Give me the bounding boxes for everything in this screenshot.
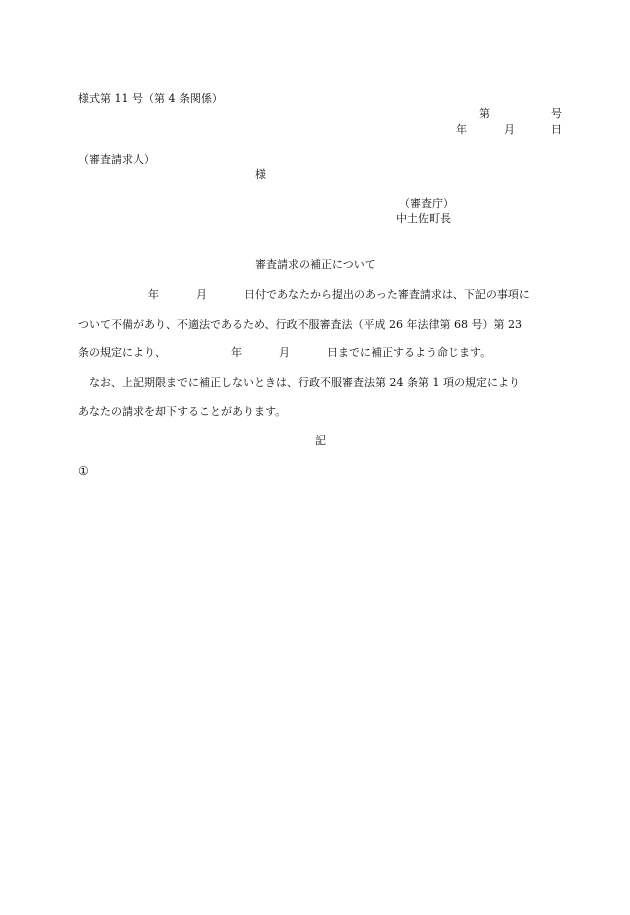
agency-label: （審査庁） [399, 197, 454, 210]
issue-date-year: 年 [456, 123, 467, 136]
honorific: 様 [255, 168, 266, 181]
agency-name: 中土佐町長 [396, 212, 451, 225]
issue-date-month: 月 [504, 123, 515, 136]
body-line4-text: なお、上記期限までに補正しないときは、行政不服審査法第 24 条第 1 項の規定により [89, 376, 520, 389]
record-heading: 記 [315, 434, 326, 447]
document-number-suffix: 号 [551, 107, 562, 120]
document-title: 審査請求の補正について [255, 258, 376, 271]
form-number: 様式第 11 号（第 4 条関係） [78, 92, 223, 105]
body-line3-month: 月 [279, 346, 290, 359]
body-line3-text: 日までに補正するよう命じます。 [327, 346, 492, 359]
body-line3-start: 条の規定により、 [78, 346, 166, 359]
issue-date-day: 日 [551, 123, 562, 136]
document-number-prefix: 第 [479, 107, 490, 120]
body-line3-year: 年 [231, 346, 242, 359]
body-line2-text: ついて不備があり、不適法であるため、行政不服審査法（平成 26 年法律第 68 号）第 23 [78, 318, 523, 331]
body-line1-year: 年 [148, 288, 159, 301]
record-item-1: ① [78, 464, 89, 478]
claimant-label: （審査請求人） [78, 153, 155, 166]
body-line1-month: 月 [196, 288, 207, 301]
body-line1-text: 日付であなたから提出のあった審査請求は、下記の事項に [244, 288, 530, 301]
body-line5-text: あなたの請求を却下することがあります。 [78, 405, 287, 418]
